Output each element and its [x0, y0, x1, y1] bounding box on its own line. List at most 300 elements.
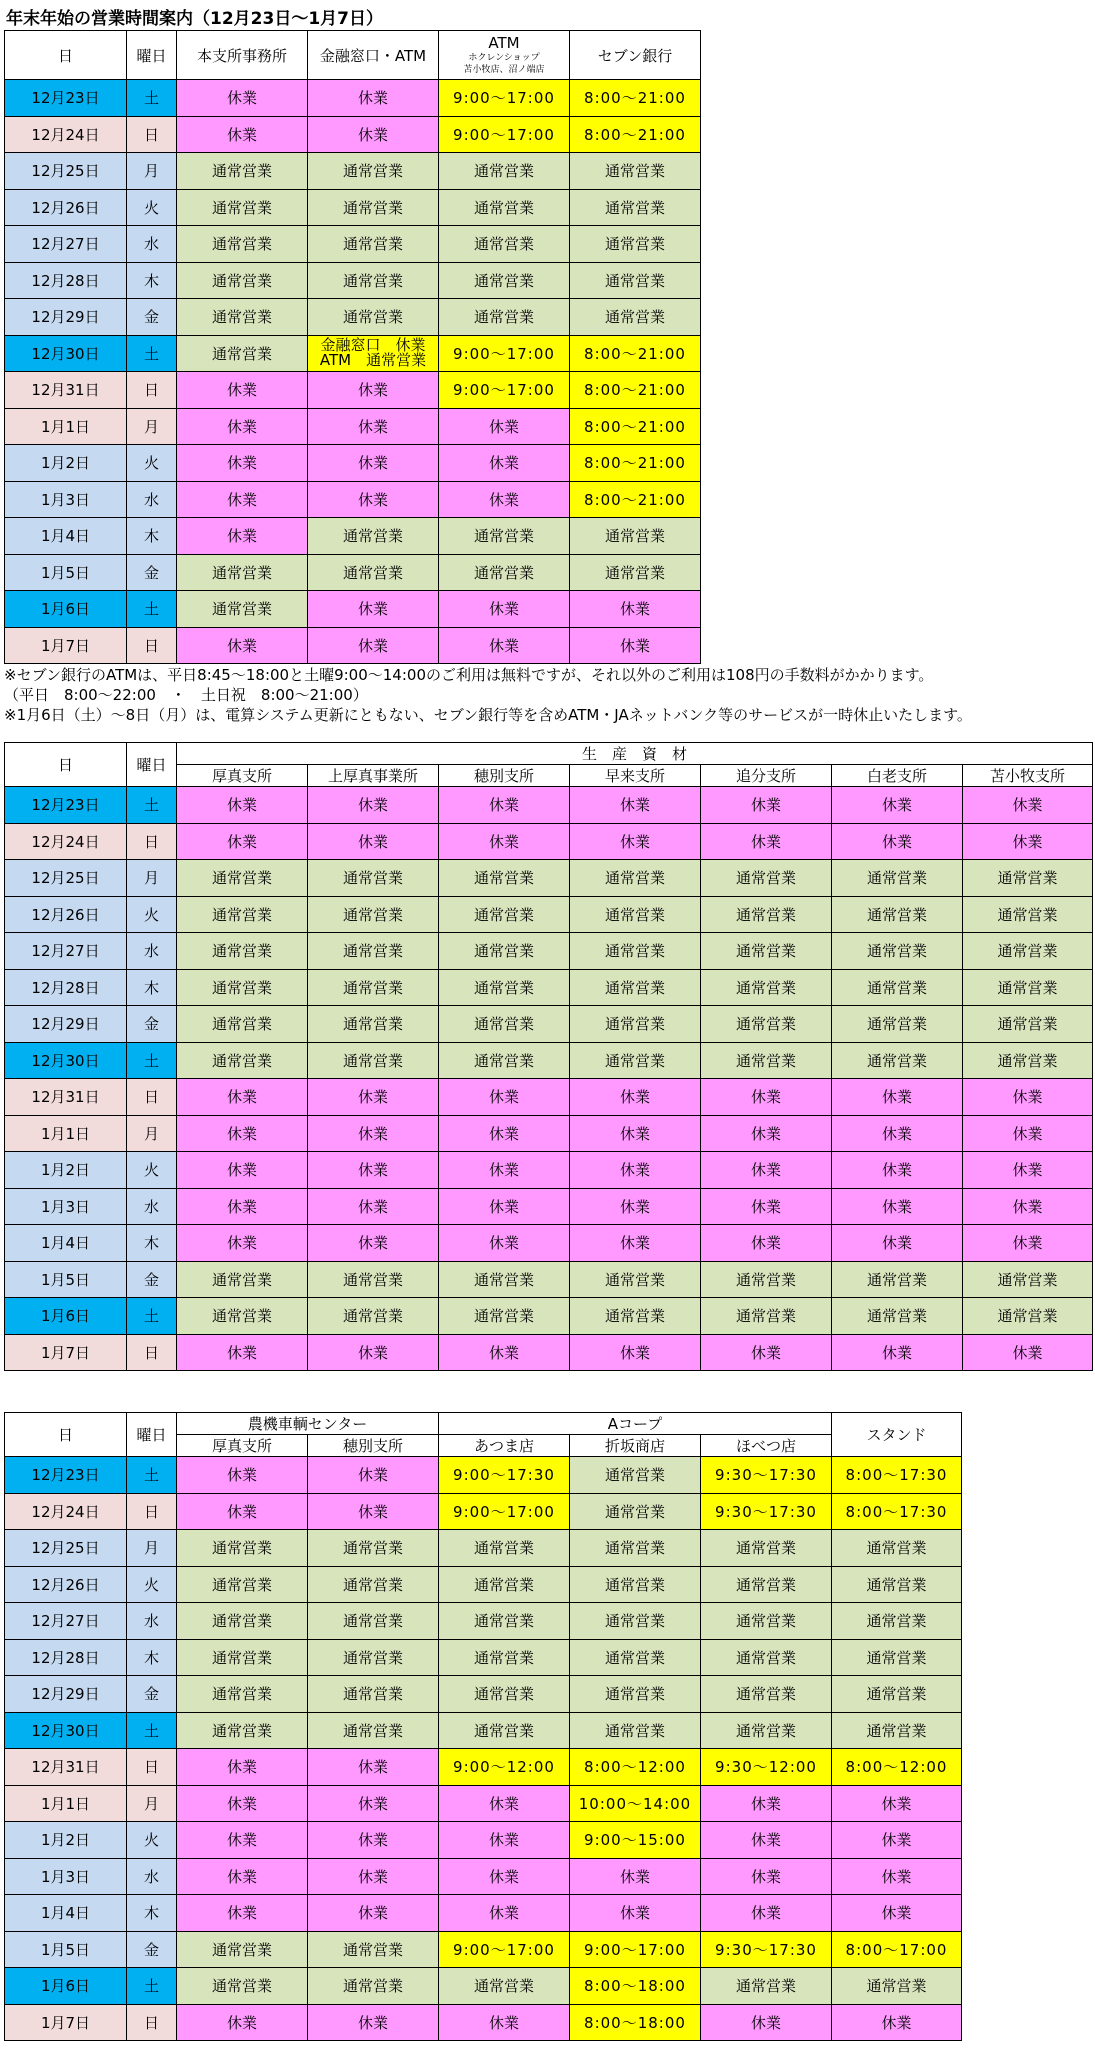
header-branch: あつま店	[439, 1435, 570, 1457]
date-cell: 1月6日	[5, 1968, 127, 2005]
status-open-cell: 通常営業	[963, 896, 1093, 933]
status-closed-cell: 休業	[439, 1858, 570, 1895]
header-noki-center: 農機車輌センター	[177, 1413, 439, 1435]
weekday-cell: 金	[127, 1006, 177, 1043]
date-cell: 12月30日	[5, 1712, 127, 1749]
status-closed-cell: 休業	[308, 372, 439, 409]
status-closed-cell: 休業	[308, 445, 439, 482]
status-closed-cell: 休業	[177, 116, 308, 153]
weekday-cell: 日	[127, 1493, 177, 1530]
status-open-cell: 通常営業	[701, 1566, 832, 1603]
table-row	[5, 1931, 962, 1968]
status-open-cell: 通常営業	[832, 1298, 963, 1335]
status-closed-cell: 休業	[832, 1079, 963, 1116]
status-open-cell: 通常営業	[177, 933, 308, 970]
status-closed-cell: 休業	[177, 1493, 308, 1530]
status-closed-cell: 休業	[308, 1152, 439, 1189]
status-closed-cell: 休業	[701, 787, 832, 824]
table-row	[5, 1298, 1093, 1335]
status-closed-cell: 休業	[570, 1858, 701, 1895]
status-closed-cell: 休業	[701, 1785, 832, 1822]
weekday-cell: 日	[127, 372, 177, 409]
status-closed-cell: 休業	[177, 1749, 308, 1786]
date-cell: 12月28日	[5, 262, 127, 299]
status-closed-cell: 休業	[963, 823, 1093, 860]
date-cell: 12月30日	[5, 335, 127, 372]
date-cell: 12月28日	[5, 969, 127, 1006]
status-closed-cell: 休業	[308, 591, 439, 628]
header-atm	[439, 31, 570, 80]
weekday-cell: 火	[127, 445, 177, 482]
status-open-cell: 通常営業	[701, 1603, 832, 1640]
header-date: 日	[5, 1413, 127, 1457]
table-row	[5, 1676, 962, 1713]
weekday-cell: 金	[127, 1261, 177, 1298]
status-closed-cell: 休業	[570, 1115, 701, 1152]
status-open-cell: 通常営業	[570, 1530, 701, 1567]
status-open-cell: 通常営業	[832, 860, 963, 897]
date-cell: 1月3日	[5, 1858, 127, 1895]
status-closed-cell: 休業	[439, 1188, 570, 1225]
header-atm-sub1: ホクレンショップ	[468, 52, 540, 63]
status-closed-cell: 休業	[570, 627, 701, 664]
weekday-cell: 金	[127, 1676, 177, 1713]
status-open-cell: 通常営業	[177, 226, 308, 263]
hours-cell: 9:00～17:00	[439, 335, 570, 372]
status-closed-cell: 休業	[701, 1152, 832, 1189]
table-row	[5, 189, 701, 226]
hours-cell: 9:00～17:00	[570, 1931, 701, 1968]
hours-cell: 9:00～17:00	[439, 80, 570, 117]
status-open-cell: 通常営業	[439, 1530, 570, 1567]
table-row	[5, 860, 1093, 897]
status-open-cell: 通常営業	[177, 299, 308, 336]
table-row	[5, 153, 701, 190]
status-closed-cell: 休業	[308, 1115, 439, 1152]
status-open-cell: 通常営業	[832, 1639, 962, 1676]
status-open-cell: 通常営業	[177, 591, 308, 628]
status-open-cell: 通常営業	[177, 153, 308, 190]
status-closed-cell: 休業	[832, 1225, 963, 1262]
table-row	[5, 1895, 962, 1932]
table-row	[5, 80, 701, 117]
date-cell: 1月3日	[5, 1188, 127, 1225]
date-cell: 12月27日	[5, 933, 127, 970]
status-closed-cell: 休業	[570, 1079, 701, 1116]
status-closed-cell: 休業	[308, 1079, 439, 1116]
status-closed-cell: 休業	[701, 823, 832, 860]
hours-cell: 8:00～17:30	[832, 1457, 962, 1494]
date-cell: 12月24日	[5, 116, 127, 153]
status-open-cell: 通常営業	[177, 1042, 308, 1079]
page-title: 年末年始の営業時間案内（12月23日～1月7日）	[6, 9, 383, 29]
status-closed-cell: 休業	[832, 2004, 962, 2041]
status-open-cell: 通常営業	[308, 1006, 439, 1043]
weekday-cell: 土	[127, 1042, 177, 1079]
date-cell: 12月31日	[5, 1079, 127, 1116]
table-row	[5, 1115, 1093, 1152]
table-row	[5, 1261, 1093, 1298]
weekday-cell: 月	[127, 153, 177, 190]
hours-cell: 8:00～21:00	[570, 481, 701, 518]
date-cell: 1月1日	[5, 1785, 127, 1822]
status-open-cell: 通常営業	[177, 969, 308, 1006]
status-open-cell: 通常営業	[701, 1676, 832, 1713]
status-closed-cell: 休業	[832, 1115, 963, 1152]
status-closed-cell: 休業	[832, 823, 963, 860]
status-closed-cell: 休業	[570, 1225, 701, 1262]
status-open-cell: 通常営業	[177, 1639, 308, 1676]
date-cell: 12月31日	[5, 1749, 127, 1786]
status-open-cell: 通常営業	[308, 554, 439, 591]
status-closed-cell: 休業	[308, 1188, 439, 1225]
weekday-cell: 木	[127, 969, 177, 1006]
status-closed-cell: 休業	[177, 1785, 308, 1822]
table-row	[5, 1530, 962, 1567]
status-open-cell: 通常営業	[439, 933, 570, 970]
table-row	[5, 933, 1093, 970]
status-open-cell: 通常営業	[701, 1712, 832, 1749]
table-row	[5, 1749, 962, 1786]
status-open-cell: 通常営業	[832, 1603, 962, 1640]
table-row	[5, 1225, 1093, 1262]
table-row	[5, 591, 701, 628]
status-open-cell: 通常営業	[439, 518, 570, 555]
weekday-cell: 日	[127, 116, 177, 153]
header-production-materials: 生 産 資 材	[177, 743, 1093, 765]
status-closed-cell: 休業	[177, 1079, 308, 1116]
status-closed-cell: 休業	[439, 787, 570, 824]
status-closed-cell: 休業	[570, 1188, 701, 1225]
status-closed-cell: 休業	[570, 787, 701, 824]
weekday-cell: 水	[127, 1858, 177, 1895]
status-closed-cell: 休業	[832, 1152, 963, 1189]
table-row	[5, 445, 701, 482]
table-row	[5, 299, 701, 336]
status-closed-cell: 休業	[570, 1334, 701, 1371]
header-date: 日	[5, 743, 127, 787]
status-open-cell: 通常営業	[963, 933, 1093, 970]
table-row	[5, 2004, 962, 2041]
weekday-cell: 月	[127, 1785, 177, 1822]
status-closed-cell: 休業	[701, 1115, 832, 1152]
hours-cell: 8:00～18:00	[570, 2004, 701, 2041]
status-open-cell: 通常営業	[963, 860, 1093, 897]
table-row	[5, 1785, 962, 1822]
status-closed-cell: 休業	[177, 787, 308, 824]
weekday-cell: 金	[127, 299, 177, 336]
status-open-cell: 通常営業	[832, 1968, 962, 2005]
status-open-cell: 通常営業	[570, 1639, 701, 1676]
status-open-cell: 通常営業	[570, 969, 701, 1006]
status-closed-cell: 休業	[570, 823, 701, 860]
date-cell: 1月4日	[5, 1895, 127, 1932]
header-branch: 厚真支所	[177, 765, 308, 787]
hours-cell: 9:00～12:00	[439, 1749, 570, 1786]
header-weekday: 曜日	[127, 1413, 177, 1457]
status-closed-cell: 休業	[177, 1858, 308, 1895]
header-seven-bank: セブン銀行	[570, 31, 701, 80]
date-cell: 12月23日	[5, 787, 127, 824]
status-closed-cell: 休業	[439, 1079, 570, 1116]
weekday-cell: 土	[127, 1712, 177, 1749]
hours-cell: 8:00～21:00	[570, 116, 701, 153]
status-closed-cell: 休業	[963, 1334, 1093, 1371]
status-closed-cell: 休業	[177, 1822, 308, 1859]
table-row	[5, 1334, 1093, 1371]
weekday-cell: 月	[127, 1115, 177, 1152]
status-open-cell: 通常営業	[177, 1530, 308, 1567]
status-closed-cell: 休業	[177, 408, 308, 445]
status-open-cell: 通常営業	[570, 1566, 701, 1603]
status-open-cell: 通常営業	[832, 933, 963, 970]
hours-cell: 8:00～21:00	[570, 408, 701, 445]
status-closed-cell: 休業	[308, 1785, 439, 1822]
hours-cell: 9:00～17:00	[439, 116, 570, 153]
header-kinyu-atm: 金融窓口・ATM	[308, 31, 439, 80]
status-open-cell: 通常営業	[177, 1603, 308, 1640]
date-cell: 12月25日	[5, 1530, 127, 1567]
status-open-cell: 通常営業	[177, 1006, 308, 1043]
date-cell: 1月2日	[5, 445, 127, 482]
hours-cell: 8:00～21:00	[570, 445, 701, 482]
date-cell: 12月26日	[5, 1566, 127, 1603]
status-open-cell: 通常営業	[701, 1968, 832, 2005]
status-closed-cell: 休業	[308, 1749, 439, 1786]
weekday-cell: 日	[127, 627, 177, 664]
hours-cell: 9:30～17:30	[701, 1457, 832, 1494]
status-closed-cell: 休業	[439, 481, 570, 518]
status-open-cell: 通常営業	[701, 1530, 832, 1567]
weekday-cell: 水	[127, 1188, 177, 1225]
table-row	[5, 1493, 962, 1530]
mixed-status-line: ATM 通常営業	[319, 351, 427, 370]
header-branch: 穂別支所	[439, 765, 570, 787]
status-open-cell: 通常営業	[177, 860, 308, 897]
date-cell: 1月1日	[5, 1115, 127, 1152]
status-open-cell: 通常営業	[177, 1676, 308, 1713]
table-row	[5, 1152, 1093, 1189]
status-open-cell: 通常営業	[832, 1261, 963, 1298]
status-closed-cell: 休業	[177, 1457, 308, 1494]
status-closed-cell: 休業	[701, 1858, 832, 1895]
status-open-cell: 通常営業	[439, 189, 570, 226]
weekday-cell: 土	[127, 80, 177, 117]
hours-cell: 10:00～14:00	[570, 1785, 701, 1822]
status-closed-cell: 休業	[439, 2004, 570, 2041]
status-closed-cell: 休業	[308, 1225, 439, 1262]
status-closed-cell: 休業	[439, 1822, 570, 1859]
status-open-cell: 通常営業	[308, 1639, 439, 1676]
status-open-cell: 通常営業	[308, 969, 439, 1006]
weekday-cell: 金	[127, 1931, 177, 1968]
header-branch: 追分支所	[701, 765, 832, 787]
hours-cell: 9:00～17:00	[439, 372, 570, 409]
status-open-cell: 通常営業	[177, 896, 308, 933]
date-cell: 12月26日	[5, 189, 127, 226]
status-closed-cell: 休業	[308, 627, 439, 664]
date-cell: 12月23日	[5, 80, 127, 117]
status-closed-cell: 休業	[177, 80, 308, 117]
status-open-cell: 通常営業	[570, 1712, 701, 1749]
header-branch: 穂別支所	[308, 1435, 439, 1457]
header-branch: 早来支所	[570, 765, 701, 787]
header-branch: 厚真支所	[177, 1435, 308, 1457]
date-cell: 12月31日	[5, 372, 127, 409]
table-row	[5, 116, 701, 153]
status-open-cell: 通常営業	[570, 1042, 701, 1079]
header-branch: 上厚真事業所	[308, 765, 439, 787]
header-weekday: 曜日	[127, 743, 177, 787]
status-open-cell: 通常営業	[832, 1712, 962, 1749]
hours-cell: 8:00～18:00	[570, 1968, 701, 2005]
status-open-cell: 通常営業	[308, 1298, 439, 1335]
status-closed-cell: 休業	[439, 1115, 570, 1152]
table-row	[5, 1968, 962, 2005]
status-open-cell: 通常営業	[439, 1712, 570, 1749]
date-cell: 12月24日	[5, 823, 127, 860]
status-open-cell: 通常営業	[570, 1676, 701, 1713]
status-closed-cell: 休業	[177, 1188, 308, 1225]
hours-cell: 8:00～21:00	[570, 335, 701, 372]
table-row	[5, 481, 701, 518]
weekday-cell: 月	[127, 860, 177, 897]
status-open-cell: 通常営業	[308, 262, 439, 299]
table-row	[5, 1639, 962, 1676]
weekday-cell: 水	[127, 1603, 177, 1640]
weekday-cell: 日	[127, 1749, 177, 1786]
status-open-cell: 通常営業	[701, 1298, 832, 1335]
weekday-cell: 水	[127, 226, 177, 263]
date-cell: 12月26日	[5, 896, 127, 933]
mixed-status-cell	[308, 335, 439, 372]
status-closed-cell: 休業	[308, 1493, 439, 1530]
weekday-cell: 日	[127, 1334, 177, 1371]
status-closed-cell: 休業	[439, 1334, 570, 1371]
status-open-cell: 通常営業	[177, 1931, 308, 1968]
header-branch: 白老支所	[832, 765, 963, 787]
status-open-cell: 通常営業	[701, 1261, 832, 1298]
status-open-cell: 通常営業	[308, 896, 439, 933]
status-open-cell: 通常営業	[963, 1298, 1093, 1335]
hours-cell: 9:00～17:30	[439, 1457, 570, 1494]
date-cell: 12月30日	[5, 1042, 127, 1079]
status-open-cell: 通常営業	[570, 860, 701, 897]
status-open-cell: 通常営業	[308, 1261, 439, 1298]
status-closed-cell: 休業	[308, 787, 439, 824]
status-closed-cell: 休業	[570, 591, 701, 628]
status-closed-cell: 休業	[439, 627, 570, 664]
status-open-cell: 通常営業	[832, 1530, 962, 1567]
date-cell: 1月4日	[5, 1225, 127, 1262]
table-row	[5, 969, 1093, 1006]
status-open-cell: 通常営業	[177, 189, 308, 226]
status-closed-cell: 休業	[177, 627, 308, 664]
status-open-cell: 通常営業	[701, 896, 832, 933]
status-closed-cell: 休業	[701, 1895, 832, 1932]
weekday-cell: 木	[127, 518, 177, 555]
status-open-cell: 通常営業	[570, 1298, 701, 1335]
status-closed-cell: 休業	[308, 2004, 439, 2041]
hours-cell: 9:30～17:30	[701, 1931, 832, 1968]
status-open-cell: 通常営業	[832, 896, 963, 933]
status-closed-cell: 休業	[177, 1152, 308, 1189]
date-cell: 12月29日	[5, 1676, 127, 1713]
status-closed-cell: 休業	[177, 1225, 308, 1262]
date-cell: 12月25日	[5, 153, 127, 190]
status-open-cell: 通常営業	[832, 969, 963, 1006]
status-open-cell: 通常営業	[308, 226, 439, 263]
note-seven-atm-hours: （平日 8:00～22:00 ・ 土日祝 8:00～21:00）	[4, 686, 368, 704]
status-closed-cell: 休業	[177, 1115, 308, 1152]
status-closed-cell: 休業	[439, 408, 570, 445]
date-cell: 1月5日	[5, 1931, 127, 1968]
status-open-cell: 通常営業	[963, 1261, 1093, 1298]
status-open-cell: 通常営業	[963, 1006, 1093, 1043]
status-closed-cell: 休業	[701, 1079, 832, 1116]
status-closed-cell: 休業	[832, 1858, 962, 1895]
status-open-cell: 通常営業	[177, 1712, 308, 1749]
status-closed-cell: 休業	[701, 1225, 832, 1262]
weekday-cell: 火	[127, 1152, 177, 1189]
date-cell: 1月1日	[5, 408, 127, 445]
status-open-cell: 通常営業	[308, 1712, 439, 1749]
status-closed-cell: 休業	[963, 1115, 1093, 1152]
status-closed-cell: 休業	[439, 591, 570, 628]
table-row	[5, 1006, 1093, 1043]
table-row	[5, 335, 701, 372]
date-cell: 12月27日	[5, 1603, 127, 1640]
date-cell: 1月3日	[5, 481, 127, 518]
weekday-cell: 月	[127, 408, 177, 445]
status-closed-cell: 休業	[963, 787, 1093, 824]
status-open-cell: 通常営業	[701, 860, 832, 897]
status-open-cell: 通常営業	[570, 1006, 701, 1043]
status-closed-cell: 休業	[832, 1785, 962, 1822]
status-open-cell: 通常営業	[439, 153, 570, 190]
status-open-cell: 通常営業	[439, 1676, 570, 1713]
mixed-status-line: 金融窓口 休業	[320, 336, 426, 355]
status-open-cell: 通常営業	[701, 1006, 832, 1043]
status-open-cell: 通常営業	[439, 554, 570, 591]
weekday-cell: 土	[127, 335, 177, 372]
table-row	[5, 408, 701, 445]
date-cell: 1月2日	[5, 1152, 127, 1189]
status-open-cell: 通常営業	[701, 1639, 832, 1676]
table-row	[5, 518, 701, 555]
hours-cell: 8:00～17:00	[832, 1931, 962, 1968]
status-closed-cell: 休業	[308, 1457, 439, 1494]
status-open-cell: 通常営業	[439, 896, 570, 933]
status-closed-cell: 休業	[832, 1895, 962, 1932]
status-open-cell: 通常営業	[308, 1968, 439, 2005]
status-open-cell: 通常営業	[701, 969, 832, 1006]
weekday-cell: 土	[127, 591, 177, 628]
status-open-cell: 通常営業	[570, 226, 701, 263]
status-open-cell: 通常営業	[963, 1042, 1093, 1079]
note-seven-atm-fee: ※セブン銀行のATMは、平日8:45～18:00と土曜9:00～14:00のご利用は無料ですが、それ以外のご利用は108円の手数料がかかります。	[4, 666, 934, 684]
status-open-cell: 通常営業	[832, 1676, 962, 1713]
table-row	[5, 1712, 962, 1749]
status-closed-cell: 休業	[177, 518, 308, 555]
table-row	[5, 226, 701, 263]
status-closed-cell: 休業	[308, 481, 439, 518]
status-closed-cell: 休業	[439, 1152, 570, 1189]
weekday-cell: 土	[127, 787, 177, 824]
status-open-cell: 通常営業	[570, 1603, 701, 1640]
status-closed-cell: 休業	[832, 1334, 963, 1371]
status-closed-cell: 休業	[308, 1822, 439, 1859]
